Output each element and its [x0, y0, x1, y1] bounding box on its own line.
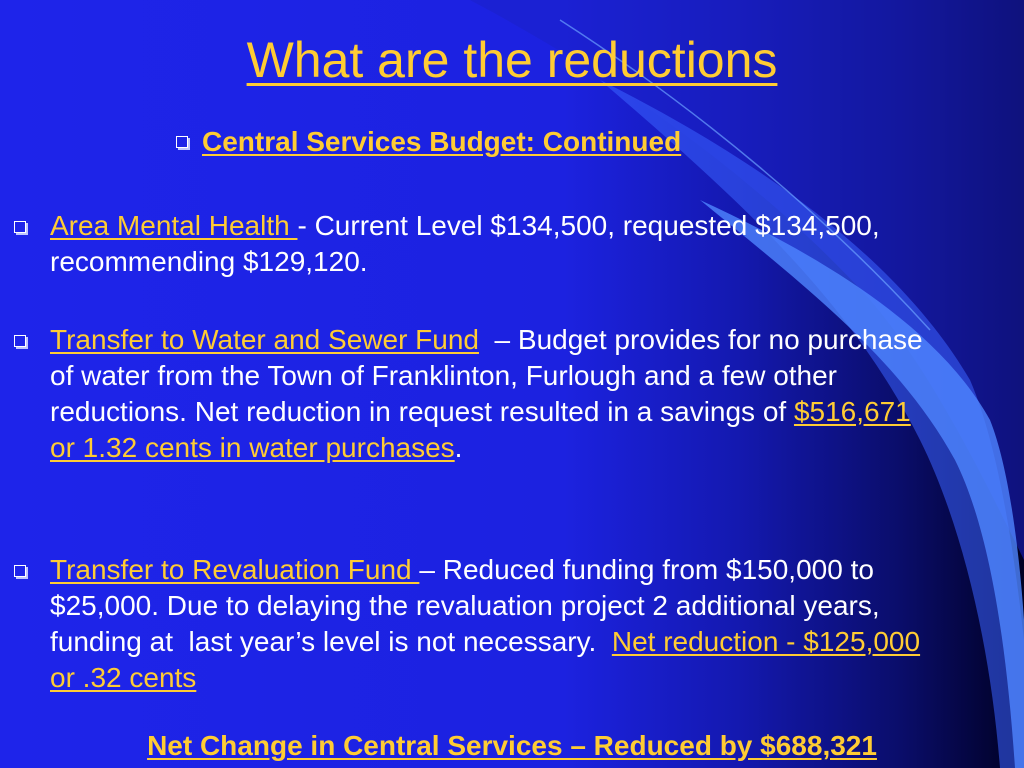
list-item-text	[50, 322, 942, 466]
water-sewer-fund-detail: – Budget provides for no purchase of water from the Town of Franklinton, Furlough and a few other reductions. Net reduction in request resulted in a savings of	[50, 324, 931, 427]
square-bullet-icon	[14, 565, 26, 577]
subheading	[176, 124, 681, 160]
net-change-link[interactable]: Net Change in Central Services – Reduced by $688,321	[147, 730, 877, 761]
water-sewer-fund-end: .	[454, 432, 463, 463]
net-reduction-link[interactable]: Net reduction - $125,000 or .32 cents	[50, 626, 921, 693]
list-item-text	[50, 552, 942, 696]
square-bullet-icon	[14, 221, 26, 233]
slide-title: What are the reductions	[246, 32, 778, 88]
area-mental-health-link[interactable]: Area Mental Health	[50, 210, 298, 241]
list-item-text	[50, 208, 942, 280]
square-bullet-icon	[14, 335, 26, 347]
area-mental-health-detail: - Current Level $134,500, requested $134,500, recommending $129,120.	[50, 210, 880, 277]
subheading-link[interactable]: Central Services Budget: Continued	[202, 126, 682, 157]
water-sewer-fund-link[interactable]: Transfer to Water and Sewer Fund	[50, 324, 479, 355]
revaluation-fund-detail: – Reduced funding from $150,000 to $25,000. Due to delaying the revaluation project 2 additional years, funding at last year’s level is not necessary.	[50, 554, 888, 657]
square-bullet-icon	[176, 136, 188, 148]
list-item-revaluation-fund	[12, 552, 942, 696]
footer-summary	[0, 728, 1024, 764]
water-savings-link[interactable]: $516,671 or 1.32 cents in water purchases	[50, 396, 911, 463]
list-item-area-mental-health	[12, 208, 942, 280]
revaluation-fund-link[interactable]: Transfer to Revaluation Fund	[50, 554, 420, 585]
list-item-water-sewer-fund	[12, 322, 942, 466]
